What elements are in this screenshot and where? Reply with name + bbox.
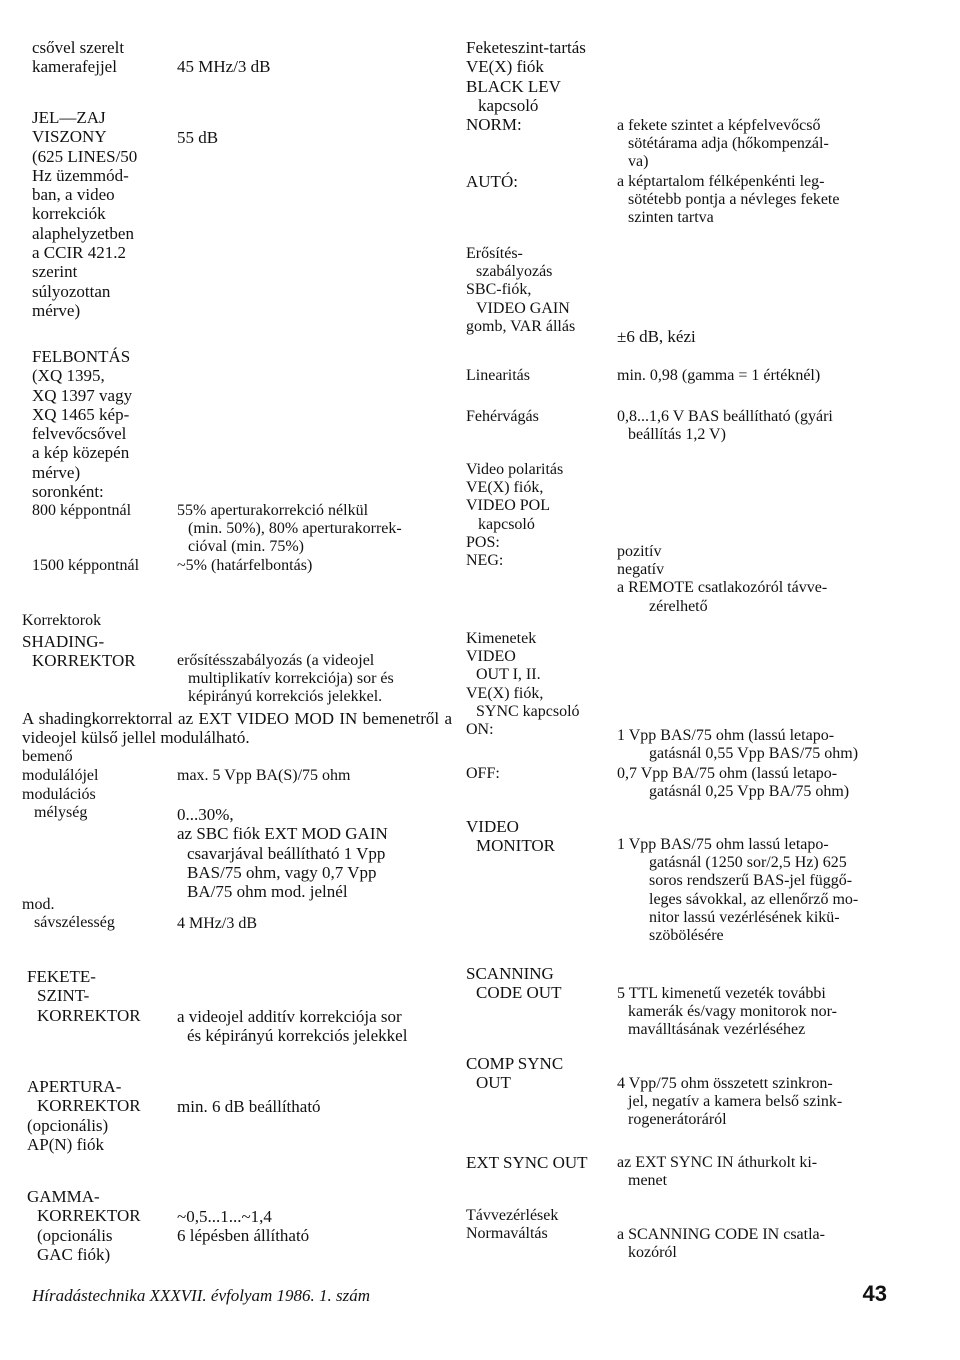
page-footer [32,1282,887,1308]
text-line: csővel szerelt [32,38,125,57]
text-line: sötétárama adja (hőkompenzál- [628,135,829,153]
text-line: 5 TTL kimenetű vezeték további [617,985,826,1002]
text-line: leges sávokkal, az ellenőrző mo- [649,890,859,908]
white-clip-value [617,408,833,444]
mod-depth-label [22,786,96,822]
monitor-value [617,836,858,945]
text-line: soros rendszerű BAS-jel függő- [649,872,853,890]
text-line: Korrektorok [22,612,102,629]
text-line: szabályozás [476,263,553,281]
text-line: VIDEO [466,648,516,666]
text-line: képirányú korrekciós jelekkel. [188,688,383,706]
mod-depth-value [177,805,388,901]
text-line: 4 MHz/3 dB [177,915,257,932]
text-line: multiplikatív korrekciója) sor és [188,670,394,688]
text-line: 6 lépésben állítható [177,1226,310,1246]
scanning-value [617,985,837,1040]
text-line: gatásnál 0,25 Vpp BA/75 ohm) [649,783,850,801]
gamma-label [27,1187,141,1264]
mod-bw-label [22,896,115,932]
text-line: cióval (min. 75%) [188,538,304,556]
text-line: szöbölésére [649,927,724,945]
snr-value [177,128,218,147]
text-line: APERTURA- [27,1077,122,1096]
text-line: alaphelyzetben [32,223,134,243]
text-line: maválltásának vezérléséhez [628,1021,806,1039]
text-line: 0,7 Vpp BA/75 ohm (lassú letapo- [617,765,838,782]
text-line: MONITOR [476,836,556,856]
text-line: 4 Vpp/75 ohm összetett szinkron- [617,1075,833,1092]
journal-title: Híradástechnika XXXVII. évfolyam 1986. 1. szám [32,1286,371,1305]
res-1500-label [32,557,139,575]
polarity-label [466,461,563,570]
text-line: ON: [466,721,494,739]
text-line: (opcionális) [27,1115,109,1135]
text-line: XQ 1465 kép- [32,404,130,424]
text-line: BA/75 ohm mod. jelnél [187,882,348,902]
res-1500-value [177,557,312,575]
linearity-label [466,367,530,385]
text-line: a videojel additív korrekciója sor [177,1007,402,1026]
text-line: SYNC kapcsoló [476,702,580,720]
page-number: 43 [862,1281,887,1306]
snr-label [32,108,137,320]
text-line: a SCANNING CODE IN csatla- [617,1226,825,1243]
text-line: GAMMA- [27,1187,100,1206]
gain-label [466,245,575,336]
text-line: va) [628,153,649,171]
text-line: SCANNING [466,964,554,983]
remote-value [617,1226,825,1262]
mod-bw-value [177,915,257,933]
linearity-value [617,367,820,385]
gain-value [617,327,696,346]
text-line: VE(X) fiók, [466,684,544,702]
mod-signal-value [177,767,350,785]
text-line: KORREKTOR [37,1005,141,1025]
paragraph-text: A shadingkorrektorral az EXT VIDEO MOD IN bemenetről a videojel külső jellel modulálható. [22,709,452,748]
text-line: mélység [34,804,88,822]
text-line: a CCIR 421.2 [32,243,126,263]
text-line: ±6 dB, kézi [617,327,696,346]
norm-value [617,117,829,172]
text-line: és képirányú korrekciós jelekkel [187,1026,408,1046]
text-line: VISZONY [32,127,107,147]
text-line: gomb, VAR állás [466,317,576,335]
text-line: sávszélesség [34,914,115,932]
text-line: XQ 1397 vagy [32,385,133,405]
text-line: jel, negatív a kamera belső szink- [628,1093,843,1111]
text-line: rogenerátoráról [628,1111,727,1129]
text-line: Normaváltás [466,1225,548,1243]
ext-sync-label [466,1153,588,1172]
camera-tube-value [177,57,271,76]
ext-sync-value [617,1154,817,1190]
text-line: kapcsoló [478,95,539,115]
polarity-value [617,543,827,616]
remote-label [466,1207,558,1243]
text-line: Hz üzemmód- [32,165,129,185]
black-level-label [466,38,586,134]
text-line: EXT SYNC OUT [466,1153,588,1172]
text-line: CODE OUT [476,983,562,1003]
text-line: OUT I, II. [476,666,541,684]
text-line: kapcsoló [478,515,535,533]
text-line: GAC fiók) [37,1244,111,1264]
text-line: 1 Vpp BAS/75 ohm (lassú letapo- [617,727,835,744]
text-line: mod. [22,896,55,913]
text-line: (opcionális [37,1225,113,1245]
text-line: SZINT- [37,986,90,1006]
text-line: 0...30%, [177,805,234,824]
text-line: Kimenetek [466,630,537,647]
text-line: SHADING- [22,632,105,651]
text-line: Fehérvágás [466,408,539,425]
camera-tube-label [32,38,124,77]
text-line: 55% aperturakorrekció nélkül [177,502,369,519]
text-line: (625 LINES/50 [32,146,138,166]
text-line: (XQ 1395, [32,366,105,386]
text-line: bemenő [22,748,73,765]
mod-signal-label [22,767,98,785]
comp-sync-value [617,1075,842,1130]
text-line: VE(X) fiók, [466,479,544,497]
text-line: az SBC fiók EXT MOD GAIN [177,824,388,844]
text-line: kozóról [628,1244,677,1262]
text-line: soronként: [32,482,104,502]
text-line: ~0,5...1...~1,4 [177,1207,272,1226]
text-line: ban, a video [32,185,115,205]
text-line: Erősítés- [466,245,523,262]
text-line: nitor lassú vezérlésének kikü- [649,908,840,926]
text-line: min. 0,98 (gamma = 1 értéknél) [617,367,821,384]
text-line: SBC-fiók, [466,281,532,299]
text-line: KORREKTOR [37,1206,141,1226]
text-line: szinten tartva [628,209,714,227]
text-line: sötétebb pontja a névleges fekete [628,191,840,209]
text-line: gatásnál 0,55 Vpp BAS/75 ohm) [649,745,859,763]
text-line: KORREKTOR [32,651,136,671]
text-line: gatásnál (1250 sor/2,5 Hz) 625 [649,854,847,872]
outputs-label [466,630,580,739]
text-line: ~5% (határfelbontás) [177,557,313,574]
monitor-label [466,817,555,856]
text-line: 1500 képpontnál [32,557,140,574]
text-line: AUTÓ: [466,172,518,191]
text-line: 800 képpontnál [32,502,132,519]
text-line: a fekete szintet a képfelvevőcső [617,117,821,134]
text-line: beállítás 1,2 V) [628,426,726,444]
res-800-label [32,502,131,520]
text-line: BLACK LEV [466,76,561,96]
comp-sync-label [466,1054,563,1093]
text-line: a kép közepén [32,443,130,463]
text-line: korrekciók [32,204,106,224]
text-line: VE(X) fiók [466,57,544,77]
text-line: az EXT SYNC IN áthurkolt ki- [617,1154,818,1171]
text-line: BAS/75 ohm, vagy 0,7 Vpp [187,862,377,882]
aperture-label [27,1077,141,1154]
auto-value [617,173,839,228]
text-line: VIDEO POL [466,497,550,515]
text-line: modulációs [22,786,96,803]
text-line: felvevőcsővel [32,424,127,444]
text-line: mérve) [32,462,81,482]
white-clip-label [466,408,539,426]
text-line: negatív [617,561,665,579]
black-corrector-value [177,1007,407,1046]
shading-value [177,652,394,707]
text-line: Távvezérlések [466,1207,559,1224]
aperture-value [177,1097,321,1116]
gamma-value [177,1207,309,1246]
text-line: KORREKTOR [37,1096,141,1116]
text-line: pozitív [617,543,662,560]
text-line: max. 5 Vpp BA(S)/75 ohm [177,767,351,784]
on-value [617,727,858,763]
text-line: FELBONTÁS [32,347,131,366]
text-line: kamerák és/vagy monitorok nor- [628,1003,837,1021]
shading-paragraph [22,709,452,748]
text-line: menet [628,1172,668,1190]
off-label [466,765,500,783]
text-line: modulálójel [22,767,99,784]
text-line: Feketeszint-tartás [466,38,586,57]
correctors-heading [22,612,101,630]
shading-label [22,632,136,671]
text-line: Video polaritás [466,461,564,478]
text-line: OFF: [466,765,500,782]
text-line: OUT [476,1073,511,1093]
text-line: a képtartalom félképenkénti leg- [617,173,825,190]
text-line: POS: [466,533,500,551]
text-line: 45 MHz/3 dB [177,57,271,76]
input-label [22,748,73,766]
text-line: erősítésszabályozás (a videojel [177,652,375,669]
off-value [617,765,849,801]
text-line: zérelhető [649,597,708,615]
text-line: a REMOTE csatlakozóról távve- [617,579,828,597]
text-line: 0,8...1,6 V BAS beállítható (gyári [617,408,833,425]
scanning-label [466,964,561,1003]
text-line: NEG: [466,552,504,570]
text-line: min. 6 dB beállítható [177,1097,321,1116]
text-line: VIDEO [466,817,519,836]
text-line: COMP SYNC [466,1054,564,1073]
resolution-label [32,347,132,501]
text-line: AP(N) fiók [27,1134,104,1154]
text-line: csavarjával beállítható 1 Vpp [187,843,386,863]
text-line: FEKETE- [27,967,96,986]
text-line: JEL—ZAJ [32,108,106,127]
text-line: szerint [32,262,78,282]
auto-label [466,172,518,191]
text-line: (min. 50%), 80% aperturakorrek- [188,520,402,538]
text-line: VIDEO GAIN [476,299,570,317]
text-line: 1 Vpp BAS/75 ohm lassú letapo- [617,836,829,853]
res-800-value [177,502,402,557]
text-line: súlyozottan [32,281,111,301]
text-line: Linearitás [466,367,530,384]
text-line: kamerafejjel [32,57,117,77]
text-line: NORM: [466,115,522,135]
text-line: 55 dB [177,128,219,147]
text-line: mérve) [32,300,81,320]
black-corrector-label [27,967,141,1025]
